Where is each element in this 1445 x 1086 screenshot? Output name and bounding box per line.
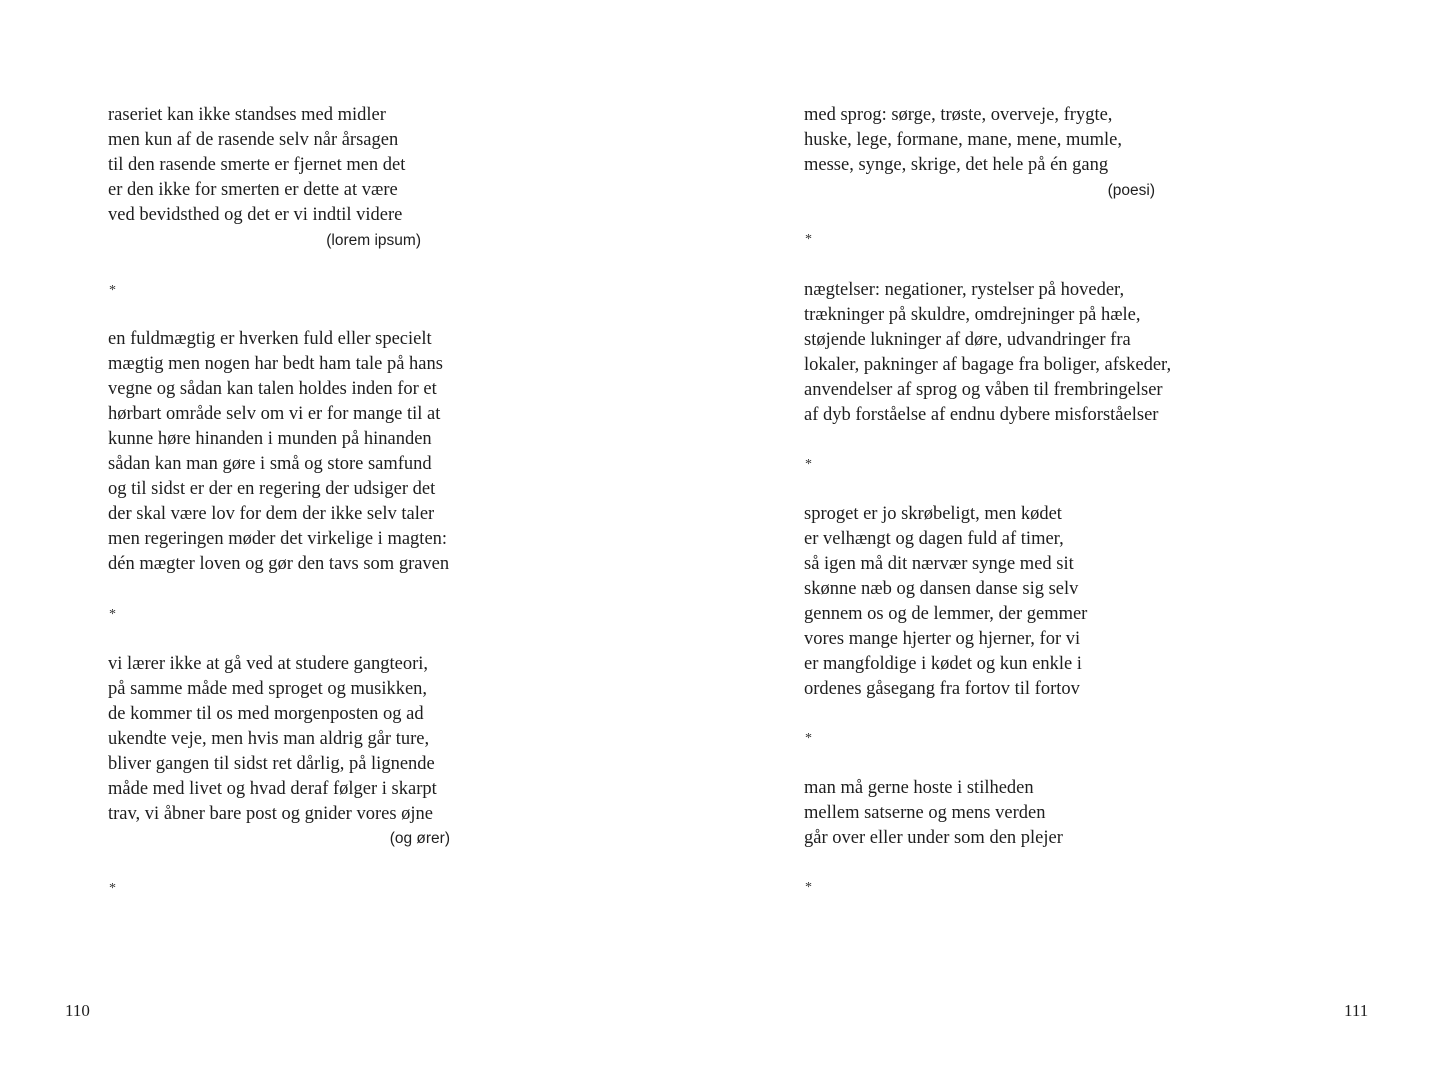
poem-line: der skal være lov for dem der ikke selv taler — [108, 504, 435, 524]
poem-line: en fuldmægtig er hverken fuld eller specielt — [108, 329, 432, 349]
poem-line: men kun af de rasende selv når årsagen — [108, 130, 399, 150]
poem-line: måde med livet og hvad deraf følger i skarpt — [108, 779, 437, 799]
poem-line: sådan kan man gøre i små og store samfund — [108, 454, 432, 474]
poem-line: sproget er jo skrøbeligt, men kødet — [804, 504, 1062, 524]
poem-stanza — [804, 278, 1171, 428]
poem-line: skønne næb og dansen danse sig selv — [804, 579, 1079, 599]
poem-stanza — [108, 327, 449, 577]
poem-stanza — [108, 103, 405, 228]
section-separator: * — [805, 457, 812, 472]
left-page — [0, 0, 722, 1086]
poem-line: vores mange hjerter og hjerner, for vi — [804, 629, 1081, 649]
poem-line: så igen må dit nærvær synge med sit — [804, 554, 1074, 574]
poem-stanza — [804, 103, 1122, 178]
right-page — [722, 0, 1445, 1086]
poem-line: dén mægter loven og gør den tavs som graven — [108, 554, 450, 574]
poem-line: er mangfoldige i kødet og kun enkle i — [804, 654, 1082, 674]
poem-line: bliver gangen til sidst ret dårlig, på lignende — [108, 754, 435, 774]
poem-line: lokaler, pakninger af bagage fra boliger, afskeder, — [804, 355, 1172, 375]
poem-attribution: (lorem ipsum) — [326, 232, 421, 249]
poem-line: og til sidst er der en regering der udsiger det — [108, 479, 436, 499]
section-separator: * — [109, 607, 116, 622]
poem-line: støjende lukninger af døre, udvandringer fra — [804, 330, 1131, 350]
poem-line: til den rasende smerte er fjernet men det — [108, 155, 406, 175]
poem-line: kunne høre hinanden i munden på hinanden — [108, 429, 432, 449]
poem-line: men regeringen møder det virkelige i magten: — [108, 529, 448, 549]
poem-line: de kommer til os med morgenposten og ad — [108, 704, 424, 724]
poem-line: raseriet kan ikke standses med midler — [108, 105, 386, 125]
page-number: 111 — [1344, 1001, 1369, 1020]
poem-line: ved bevidsthed og det er vi indtil videre — [108, 205, 403, 225]
poem-line: ukendte veje, men hvis man aldrig går ture, — [108, 729, 430, 749]
page-number: 110 — [65, 1001, 90, 1020]
poem-line: med sprog: sørge, trøste, overveje, frygte, — [804, 105, 1113, 125]
section-separator: * — [109, 283, 116, 298]
poem-line: trækninger på skuldre, omdrejninger på hæle, — [804, 305, 1141, 325]
poem-stanza — [804, 502, 1087, 702]
poem-line: på samme måde med sproget og musikken, — [108, 679, 428, 699]
poem-stanza — [804, 776, 1063, 851]
poem-line: huske, lege, formane, mane, mene, mumle, — [804, 130, 1122, 150]
poem-line: vi lærer ikke at gå ved at studere gangteori, — [108, 654, 429, 674]
poem-line: messe, synge, skrige, det hele på én gang — [804, 155, 1109, 175]
section-separator: * — [109, 881, 116, 896]
poem-stanza — [108, 652, 437, 827]
poem-attribution: (og ører) — [389, 830, 450, 847]
poem-line: vegne og sådan kan talen holdes inden for et — [108, 379, 437, 399]
poem-line: gennem os og de lemmer, der gemmer — [804, 604, 1088, 624]
poem-line: er velhængt og dagen fuld af timer, — [804, 529, 1064, 549]
poem-attribution: (poesi) — [1107, 182, 1155, 199]
poem-line: mellem satserne og mens verden — [804, 803, 1046, 823]
poem-line: nægtelser: negationer, rystelser på hoveder, — [804, 280, 1125, 300]
poem-line: af dyb forståelse af endnu dybere misforståelser — [804, 405, 1159, 425]
poem-line: trav, vi åbner bare post og gnider vores øjne — [108, 804, 434, 824]
poem-line: mægtig men nogen har bedt ham tale på hans — [108, 354, 443, 374]
poem-line: anvendelser af sprog og våben til frembringelser — [804, 380, 1163, 400]
poem-line: går over eller under som den plejer — [804, 828, 1063, 848]
section-separator: * — [805, 731, 812, 746]
section-separator: * — [805, 880, 812, 895]
poem-line: ordenes gåsegang fra fortov til fortov — [804, 679, 1080, 699]
section-separator: * — [805, 232, 812, 247]
poem-line: er den ikke for smerten er dette at være — [108, 180, 398, 200]
poem-line: hørbart område selv om vi er for mange til at — [108, 404, 441, 424]
poem-line: man må gerne hoste i stilheden — [804, 778, 1034, 798]
